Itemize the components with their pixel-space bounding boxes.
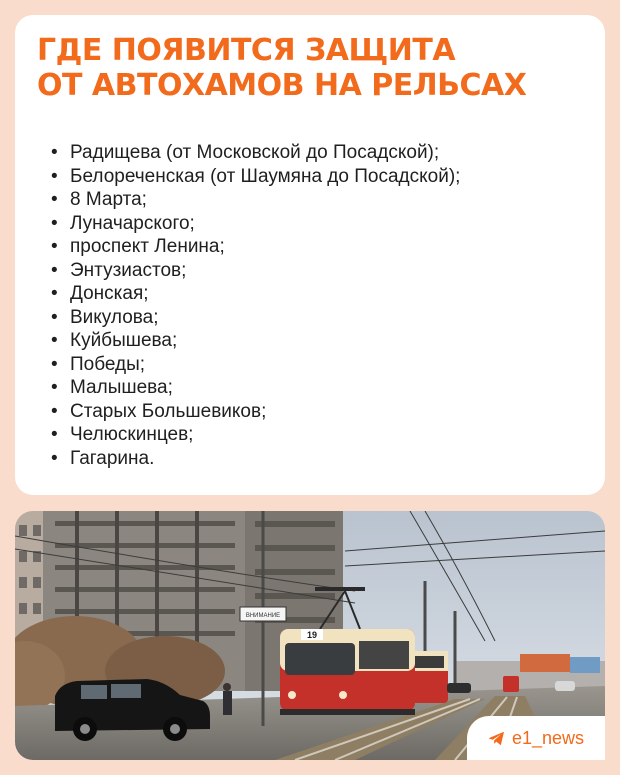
e1-news-badge[interactable] (467, 716, 605, 760)
tram-route-number: 19 (306, 630, 318, 640)
street-item: • Луначарского; (51, 212, 460, 236)
headline-line-1: ГДЕ ПОЯВИТСЯ ЗАЩИТА (37, 33, 456, 68)
street-item: • Гагарина. (51, 447, 460, 471)
channel-handle: e1_news (511, 727, 585, 748)
street-list (51, 141, 460, 470)
street-item: • Старых Большевиков; (51, 400, 460, 424)
street-item: • Радищева (от Московской до Посадской); (51, 141, 460, 165)
headline-line-2: ОТ АВТОХАМОВ НА РЕЛЬСАХ (37, 68, 527, 103)
street-item: • Энтузиастов; (51, 259, 460, 283)
street-sign: ВНИМАНИЕ (245, 613, 281, 619)
street-item: • Куйбышева; (51, 329, 460, 353)
info-card (15, 15, 605, 495)
street-item: • Малышева; (51, 376, 460, 400)
street-item: • 8 Марта; (51, 188, 460, 212)
headline (37, 33, 526, 103)
street-item: • проспект Ленина; (51, 235, 460, 259)
street-item: • Белореченская (от Шаумяна до Посадской); (51, 165, 460, 189)
street-item: • Челюскинцев; (51, 423, 460, 447)
street-item: • Победы; (51, 353, 460, 377)
telegram-icon (488, 731, 505, 746)
street-item: • Донская; (51, 282, 460, 306)
street-item: • Викулова; (51, 306, 460, 330)
